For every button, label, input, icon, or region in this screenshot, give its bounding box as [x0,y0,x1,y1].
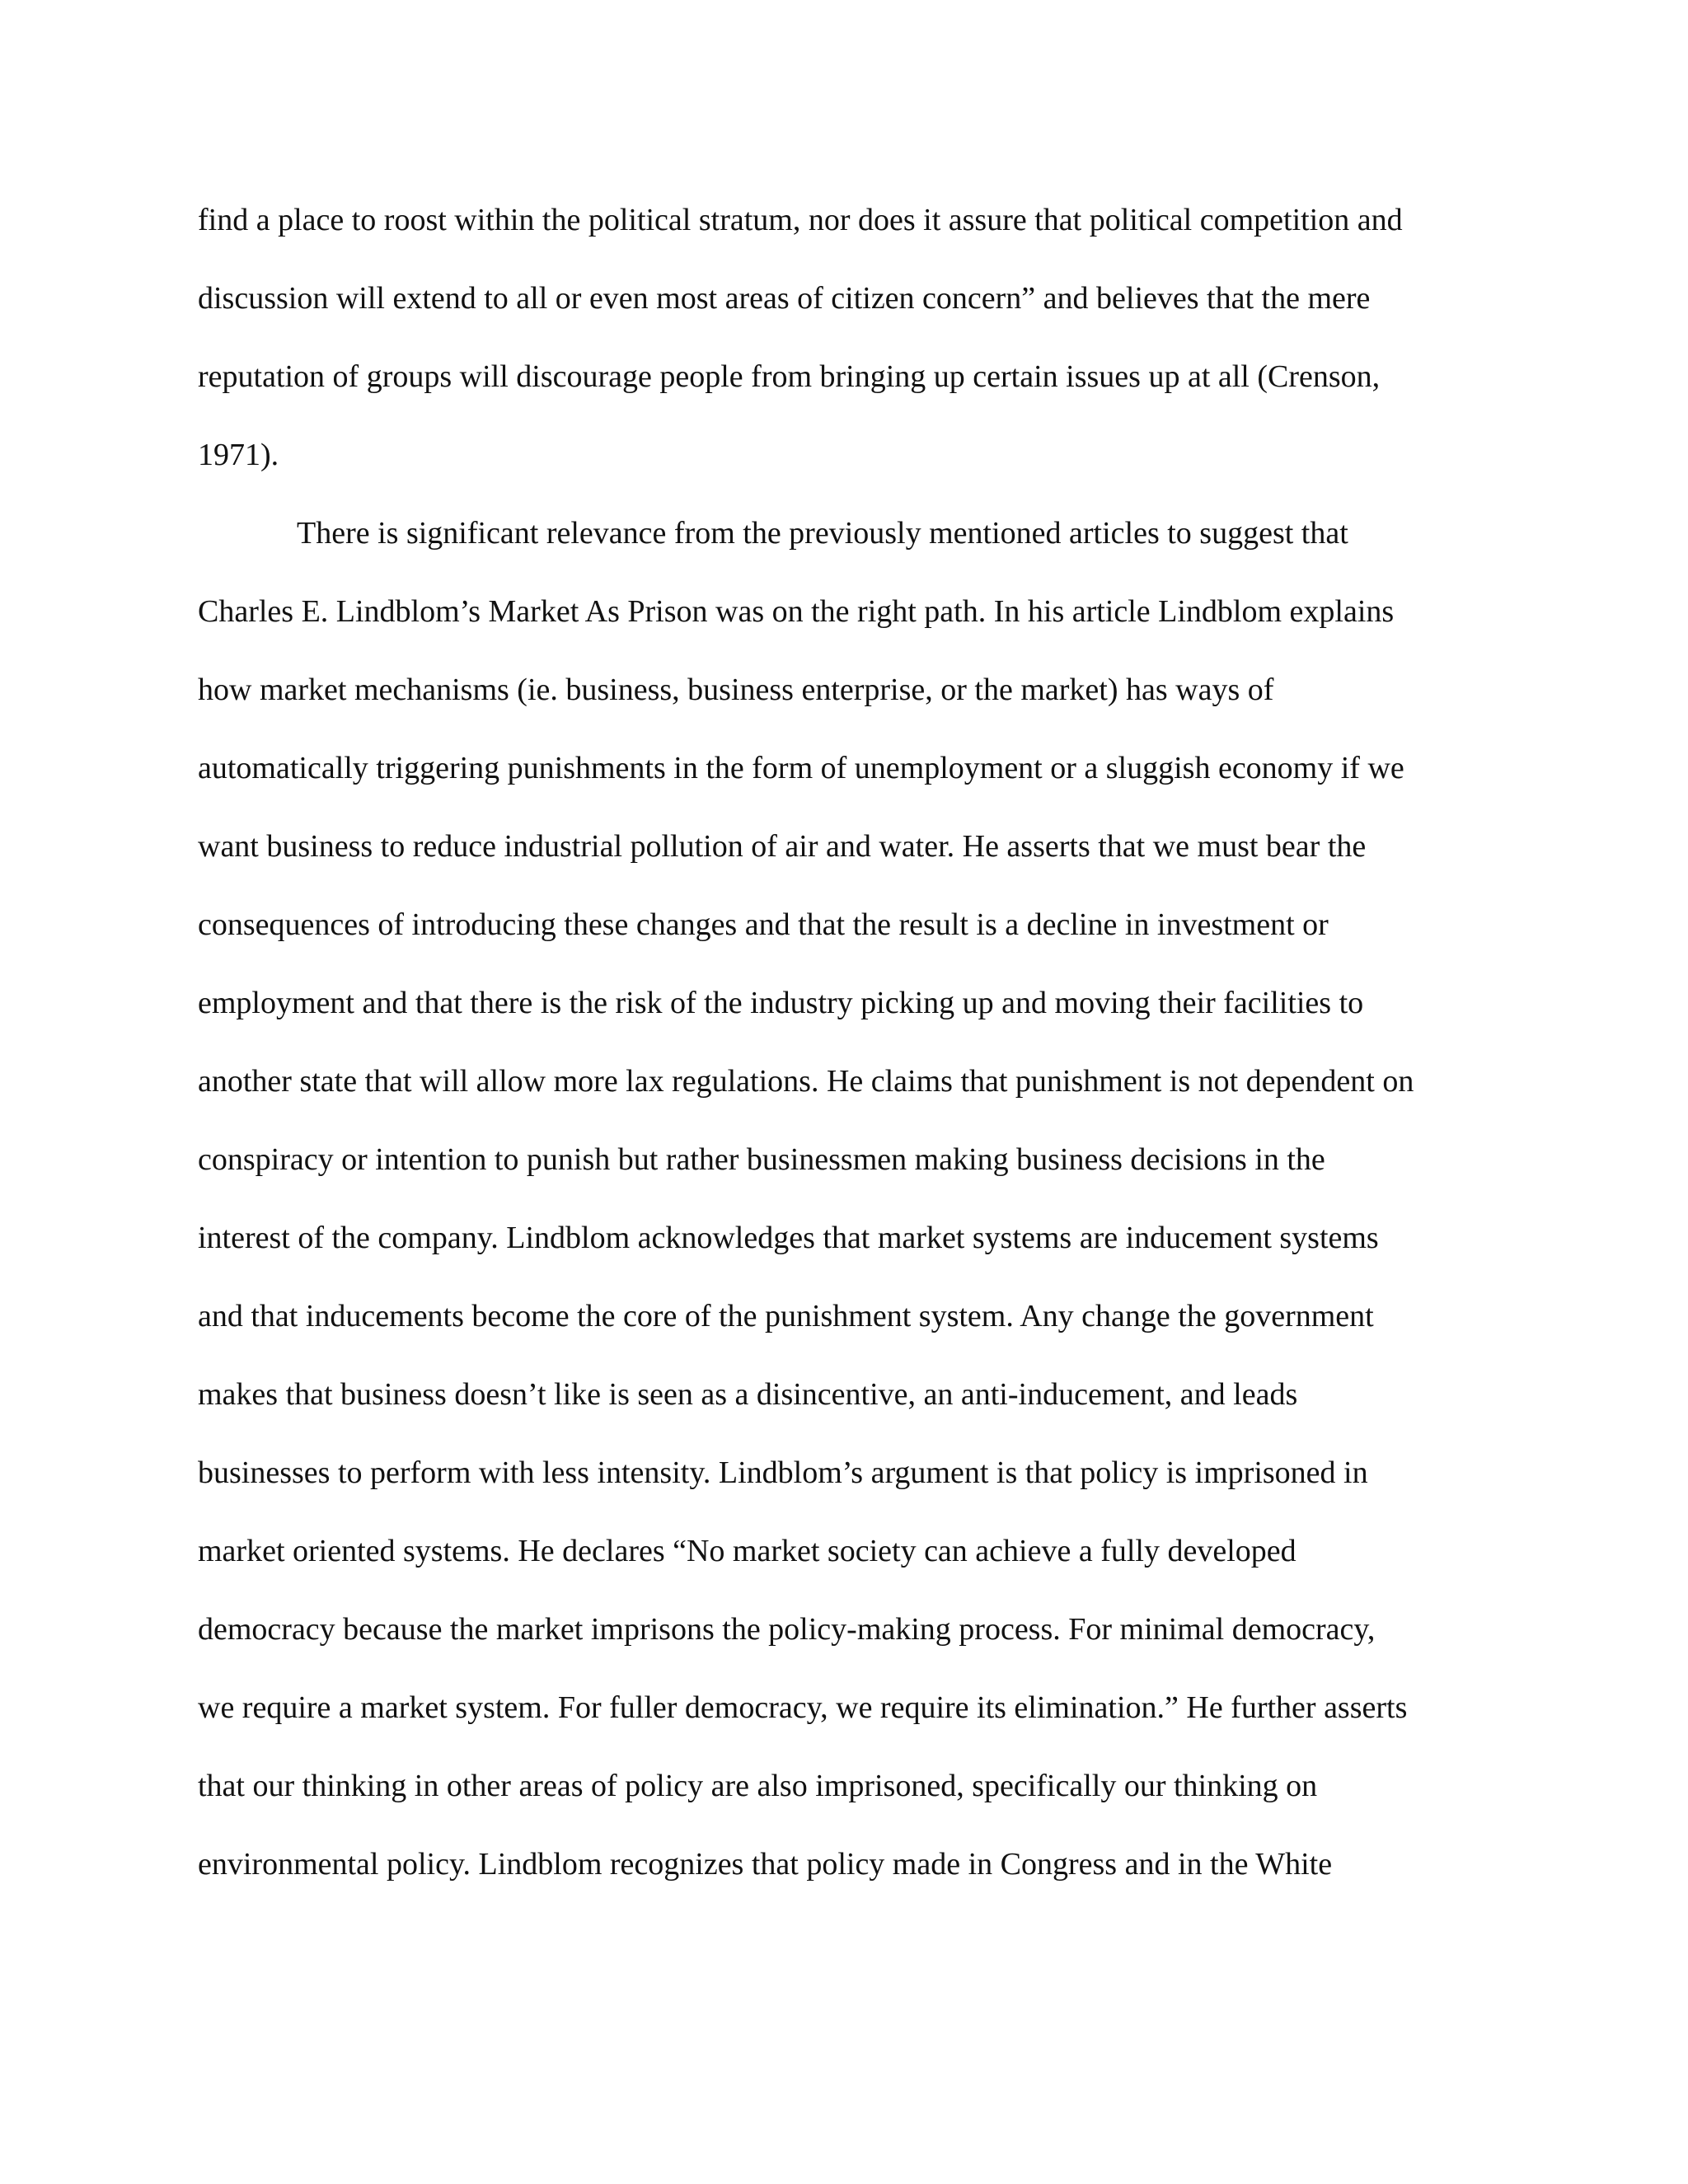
text-line: we require a market system. For fuller democracy, we require its elimination.” He further asserts [198,1690,1408,1725]
text-line: market oriented systems. He declares “No market society can achieve a fully developed [198,1534,1296,1568]
text-line: another state that will allow more lax regulations. He claims that punishment is not dependent on [198,1064,1414,1099]
text-line: discussion will extend to all or even most areas of citizen concern” and believes that the mere [198,281,1371,316]
text-line: businesses to perform with less intensity. Lindblom’s argument is that policy is imprisoned in [198,1455,1368,1490]
text-line: 1971). [198,438,279,472]
text-line: makes that business doesn’t like is seen as a disincentive, an anti-inducement, and leads [198,1377,1298,1412]
text-line: democracy because the market imprisons the policy-making process. For minimal democracy, [198,1612,1376,1647]
text-line: environmental policy. Lindblom recognizes that policy made in Congress and in the White [198,1847,1333,1882]
text-line: automatically triggering punishments in the form of unemployment or a sluggish economy if we [198,751,1404,785]
text-line: how market mechanisms (ie. business, business enterprise, or the market) has ways of [198,673,1274,707]
text-line: Charles E. Lindblom’s Market As Prison was on the right path. In his article Lindblom explains [198,594,1395,629]
text-line: want business to reduce industrial pollution of air and water. He asserts that we must bear the [198,829,1367,864]
text-line: find a place to roost within the political stratum, nor does it assure that political competition and [198,203,1403,237]
text-line: employment and that there is the risk of the industry picking up and moving their facilities to [198,986,1364,1020]
paragraph-first-line: There is significant relevance from the previously mentioned articles to suggest that [297,516,1348,551]
text-line: conspiracy or intention to punish but rather businessmen making business decisions in the [198,1142,1325,1177]
text-line: and that inducements become the core of the punishment system. Any change the government [198,1299,1374,1333]
body-text [198,191,1500,1914]
text-line: reputation of groups will discourage people from bringing up certain issues up at all (Crenson, [198,359,1381,394]
text-line: consequences of introducing these changes and that the result is a decline in investment or [198,907,1329,942]
text-line: that our thinking in other areas of policy are also imprisoned, specifically our thinking on [198,1769,1318,1803]
text-line: interest of the company. Lindblom acknowledges that market systems are inducement systems [198,1221,1379,1255]
